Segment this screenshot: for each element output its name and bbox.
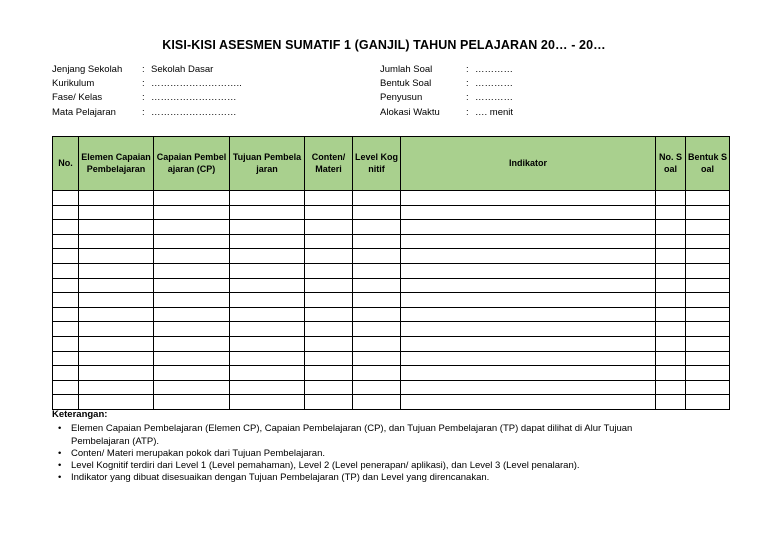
info-colon: : <box>142 92 145 104</box>
table-cell[interactable] <box>305 366 353 381</box>
table-cell[interactable] <box>79 263 154 278</box>
table-row <box>53 395 730 410</box>
table-cell[interactable] <box>79 191 154 206</box>
table-cell[interactable] <box>305 220 353 235</box>
table-cell[interactable] <box>154 191 230 206</box>
table-cell[interactable] <box>53 205 79 220</box>
info-row-alokasi-waktu <box>380 106 513 120</box>
table-cell[interactable] <box>230 322 305 337</box>
table-cell[interactable] <box>401 366 656 381</box>
table-cell[interactable] <box>53 293 79 308</box>
table-cell[interactable] <box>53 380 79 395</box>
table-cell[interactable] <box>401 191 656 206</box>
table-cell[interactable] <box>305 263 353 278</box>
table-cell[interactable] <box>656 395 686 410</box>
info-value: ……………………… <box>151 92 237 104</box>
table-cell[interactable] <box>154 293 230 308</box>
table-row <box>53 278 730 293</box>
info-label: Mata Pelajaran <box>52 106 116 118</box>
table-cell[interactable] <box>686 220 730 235</box>
table-cell[interactable] <box>154 351 230 366</box>
table-cell[interactable] <box>401 278 656 293</box>
table-cell[interactable] <box>656 191 686 206</box>
table-cell[interactable] <box>656 351 686 366</box>
table-cell[interactable] <box>686 234 730 249</box>
table-cell[interactable] <box>154 307 230 322</box>
table-cell[interactable] <box>154 395 230 410</box>
table-cell[interactable] <box>79 336 154 351</box>
table-cell[interactable] <box>230 234 305 249</box>
table-cell[interactable] <box>353 366 401 381</box>
info-row-bentuk-soal <box>380 77 513 91</box>
table-cell[interactable] <box>230 336 305 351</box>
table-cell[interactable] <box>686 293 730 308</box>
info-left-block <box>52 63 242 120</box>
table-cell[interactable] <box>79 351 154 366</box>
table-cell[interactable] <box>656 249 686 264</box>
table-row <box>53 322 730 337</box>
table-cell[interactable] <box>353 191 401 206</box>
info-value: ………… <box>475 64 513 75</box>
notes-list <box>52 423 692 484</box>
table-row <box>53 380 730 395</box>
table-cell[interactable] <box>79 220 154 235</box>
table-cell[interactable] <box>686 205 730 220</box>
info-colon: : <box>466 64 469 75</box>
table-cell[interactable] <box>230 205 305 220</box>
table-cell[interactable] <box>305 191 353 206</box>
table-cell[interactable] <box>686 307 730 322</box>
table-cell[interactable] <box>305 395 353 410</box>
note-text: Level Kognitif terdiri dari Level 1 (Level pemahaman), Level 2 (Level penerapan/ aplikasi), dan Level 3 (Level penalaran). <box>71 460 580 472</box>
table-cell[interactable] <box>154 220 230 235</box>
table-cell[interactable] <box>154 380 230 395</box>
table-cell[interactable] <box>353 380 401 395</box>
info-label: Jenjang Sekolah <box>52 64 123 75</box>
table-cell[interactable] <box>230 366 305 381</box>
table-cell[interactable] <box>401 351 656 366</box>
table-cell[interactable] <box>656 205 686 220</box>
header-tujuan-pembelajaran: Tujuan Pembelajaran <box>230 137 305 191</box>
table-row <box>53 191 730 206</box>
notes-title: Keterangan: <box>52 409 108 420</box>
table-cell[interactable] <box>401 395 656 410</box>
info-label: Alokasi Waktu <box>380 106 440 118</box>
header-no-soal: No. Soal <box>656 137 686 191</box>
info-label: Jumlah Soal <box>380 64 433 75</box>
table-cell[interactable] <box>401 322 656 337</box>
table-cell[interactable] <box>353 351 401 366</box>
header-conten-materi: Conten/ Materi <box>305 137 353 191</box>
table-cell[interactable] <box>230 293 305 308</box>
table-cell[interactable] <box>79 234 154 249</box>
table-row <box>53 234 730 249</box>
table-cell[interactable] <box>79 395 154 410</box>
table-cell[interactable] <box>401 263 656 278</box>
table-cell[interactable] <box>230 249 305 264</box>
info-row-penyusun <box>380 91 513 105</box>
table-cell[interactable] <box>154 278 230 293</box>
table-cell[interactable] <box>305 234 353 249</box>
table-cell[interactable] <box>79 249 154 264</box>
table-cell[interactable] <box>686 336 730 351</box>
info-value: Sekolah Dasar <box>151 64 214 75</box>
table-cell[interactable] <box>656 278 686 293</box>
info-colon: : <box>466 78 469 90</box>
table-cell[interactable] <box>656 293 686 308</box>
table-cell[interactable] <box>305 351 353 366</box>
table-cell[interactable] <box>305 278 353 293</box>
info-colon: : <box>142 78 145 90</box>
table-header-row <box>53 137 730 191</box>
bullet-icon: • <box>58 472 62 484</box>
table-row <box>53 307 730 322</box>
table-cell[interactable] <box>353 205 401 220</box>
header-indikator: Indikator <box>401 137 656 191</box>
table-cell[interactable] <box>401 293 656 308</box>
info-colon: : <box>466 106 469 118</box>
table-cell[interactable] <box>79 278 154 293</box>
info-label: Kurikulum <box>52 78 95 90</box>
table-cell[interactable] <box>686 322 730 337</box>
note-text: Indikator yang dibuat disesuaikan dengan Tujuan Pembelajaran (TP) dan Level yang direncanakan. <box>71 472 490 484</box>
table-cell[interactable] <box>656 336 686 351</box>
info-row-jumlah-soal <box>380 63 513 77</box>
info-label: Penyusun <box>380 92 423 104</box>
table-cell[interactable] <box>230 351 305 366</box>
table-cell[interactable] <box>53 234 79 249</box>
table-cell[interactable] <box>53 336 79 351</box>
table-body <box>53 191 730 410</box>
list-item <box>52 460 692 472</box>
info-row-kurikulum <box>52 77 242 91</box>
table-cell[interactable] <box>79 293 154 308</box>
table-cell[interactable] <box>305 205 353 220</box>
table-cell[interactable] <box>230 380 305 395</box>
table-cell[interactable] <box>353 395 401 410</box>
table-cell[interactable] <box>230 307 305 322</box>
bullet-icon: • <box>58 460 62 472</box>
table-cell[interactable] <box>53 307 79 322</box>
table-cell[interactable] <box>656 322 686 337</box>
table-row <box>53 293 730 308</box>
table-cell[interactable] <box>53 395 79 410</box>
table-cell[interactable] <box>401 220 656 235</box>
header-elemen-cp: Elemen Capaian Pembelajaran <box>79 137 154 191</box>
table-cell[interactable] <box>401 205 656 220</box>
header-level-kognitif: Level Kognitif <box>353 137 401 191</box>
table-cell[interactable] <box>79 205 154 220</box>
table-cell[interactable] <box>154 366 230 381</box>
table-cell[interactable] <box>154 249 230 264</box>
info-row-fase-kelas <box>52 91 242 105</box>
table-cell[interactable] <box>686 249 730 264</box>
info-row-mata-pelajaran <box>52 106 242 120</box>
table-cell[interactable] <box>53 263 79 278</box>
bullet-icon: • <box>58 423 62 435</box>
table-row <box>53 249 730 264</box>
table-row <box>53 205 730 220</box>
table-cell[interactable] <box>353 220 401 235</box>
table-cell[interactable] <box>656 307 686 322</box>
table-cell[interactable] <box>401 249 656 264</box>
table-cell[interactable] <box>686 351 730 366</box>
table-cell[interactable] <box>154 336 230 351</box>
table-cell[interactable] <box>79 366 154 381</box>
info-colon: : <box>142 64 145 75</box>
table-cell[interactable] <box>305 293 353 308</box>
table-cell[interactable] <box>353 263 401 278</box>
table-cell[interactable] <box>656 380 686 395</box>
header-cp: Capaian Pembelajaran (CP) <box>154 137 230 191</box>
table-cell[interactable] <box>353 278 401 293</box>
table-cell[interactable] <box>401 234 656 249</box>
table-cell[interactable] <box>53 322 79 337</box>
table-row <box>53 336 730 351</box>
bullet-icon: • <box>58 447 62 459</box>
info-label: Fase/ Kelas <box>52 92 103 104</box>
table-cell[interactable] <box>686 380 730 395</box>
table-cell[interactable] <box>230 278 305 293</box>
info-value: ………… <box>475 92 513 104</box>
table-cell[interactable] <box>686 395 730 410</box>
table-row <box>53 220 730 235</box>
list-item <box>52 448 692 460</box>
table-cell[interactable] <box>401 380 656 395</box>
table-cell[interactable] <box>154 263 230 278</box>
note-text: Conten/ Materi merupakan pokok dari Tujuan Pembelajaran. <box>71 447 326 459</box>
table-cell[interactable] <box>53 351 79 366</box>
table-cell[interactable] <box>353 249 401 264</box>
table-cell[interactable] <box>656 263 686 278</box>
table-cell[interactable] <box>656 366 686 381</box>
table-cell[interactable] <box>686 278 730 293</box>
table-cell[interactable] <box>79 380 154 395</box>
table-row <box>53 366 730 381</box>
table-cell[interactable] <box>353 307 401 322</box>
table-cell[interactable] <box>154 205 230 220</box>
table-cell[interactable] <box>686 191 730 206</box>
list-item <box>52 472 692 484</box>
table-cell[interactable] <box>230 395 305 410</box>
info-label: Bentuk Soal <box>380 78 432 90</box>
table-cell[interactable] <box>353 234 401 249</box>
table-cell[interactable] <box>305 380 353 395</box>
info-colon: : <box>466 92 469 104</box>
kisi-kisi-table <box>52 136 730 410</box>
table-cell[interactable] <box>401 307 656 322</box>
table-cell[interactable] <box>305 336 353 351</box>
table-cell[interactable] <box>79 307 154 322</box>
info-colon: : <box>142 106 145 118</box>
table-cell[interactable] <box>353 293 401 308</box>
list-item <box>52 423 692 448</box>
table-cell[interactable] <box>230 220 305 235</box>
table-cell[interactable] <box>656 234 686 249</box>
table-row <box>53 351 730 366</box>
table-cell[interactable] <box>305 307 353 322</box>
table-cell[interactable] <box>53 191 79 206</box>
table-cell[interactable] <box>305 322 353 337</box>
table-cell[interactable] <box>79 322 154 337</box>
table-cell[interactable] <box>305 249 353 264</box>
table-cell[interactable] <box>230 191 305 206</box>
info-row-jenjang <box>52 63 242 77</box>
header-bentuk-soal: Bentuk Soal <box>686 137 730 191</box>
table-row <box>53 263 730 278</box>
info-value: …. menit <box>475 106 514 118</box>
table-cell[interactable] <box>401 336 656 351</box>
table-cell[interactable] <box>686 263 730 278</box>
document-title: KISI-KISI ASESMEN SUMATIF 1 (GANJIL) TAHUN PELAJARAN 20… - 20… <box>162 38 606 52</box>
info-value: ……………………….. <box>151 78 242 90</box>
table-cell[interactable] <box>154 234 230 249</box>
table-cell[interactable] <box>53 220 79 235</box>
table-cell[interactable] <box>686 366 730 381</box>
table-cell[interactable] <box>53 249 79 264</box>
info-value: ……………………… <box>151 106 237 118</box>
table-cell[interactable] <box>53 278 79 293</box>
note-text: Elemen Capaian Pembelajaran (Elemen CP), Capaian Pembelajaran (CP), dan Tujuan Pembelajaran (TP) dapat dilihat di Alur Tujuan Pembelajaran (ATP). <box>71 423 633 447</box>
table-cell[interactable] <box>53 366 79 381</box>
table-cell[interactable] <box>154 322 230 337</box>
info-value: ………… <box>475 78 513 90</box>
info-right-block <box>380 63 513 120</box>
table-cell[interactable] <box>230 263 305 278</box>
table-cell[interactable] <box>353 336 401 351</box>
header-no: No. <box>53 137 79 191</box>
table-cell[interactable] <box>656 220 686 235</box>
notes-section <box>52 409 692 485</box>
table-cell[interactable] <box>353 322 401 337</box>
